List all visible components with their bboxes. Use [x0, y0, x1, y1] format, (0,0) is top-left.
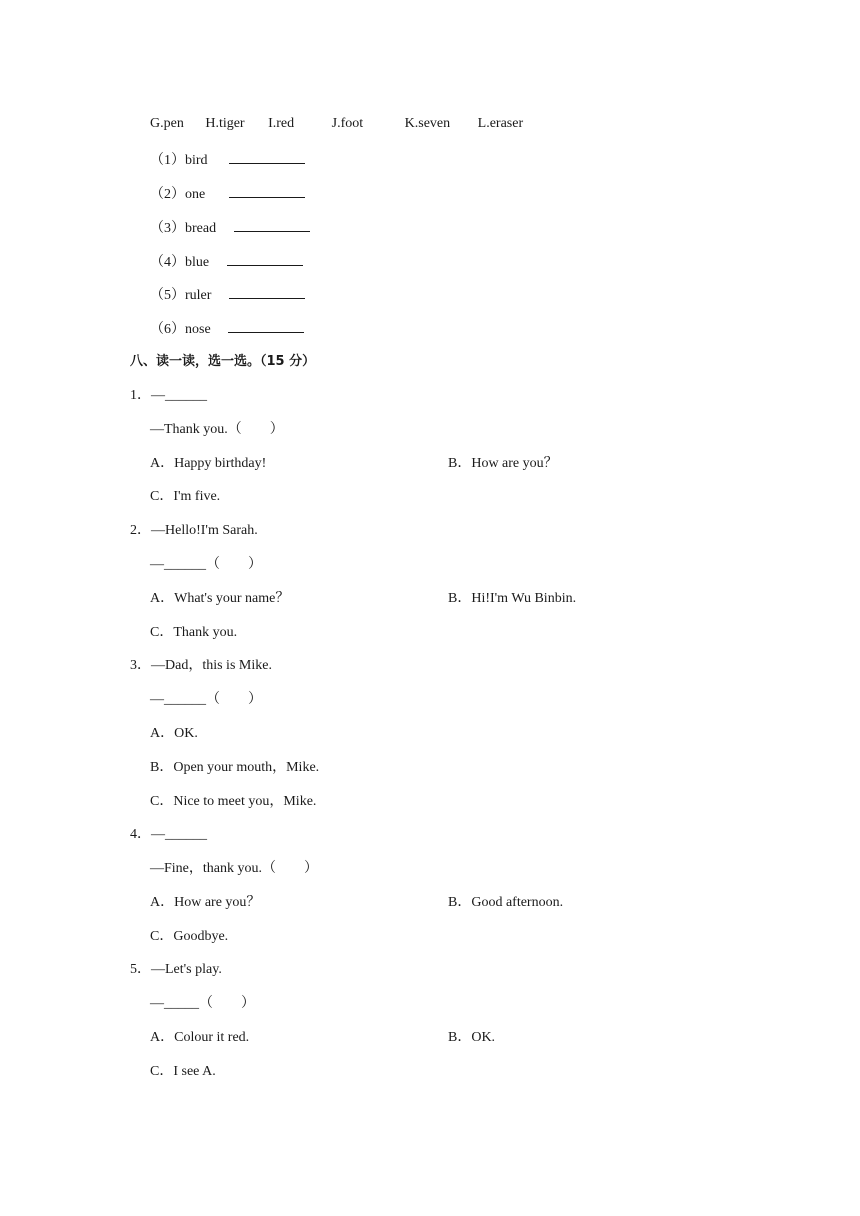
item-number: （3） [150, 221, 185, 236]
matching-item [150, 284, 305, 306]
item-word: blue [185, 255, 210, 270]
option-a[interactable]: A．How are you？ [150, 895, 261, 910]
word-option: J.foot [331, 116, 364, 131]
word-option: I.red [268, 116, 295, 131]
word-option: H.tiger [205, 116, 245, 131]
item-number: （5） [150, 288, 185, 303]
matching-item [150, 251, 303, 273]
item-number: （1） [150, 153, 185, 168]
matching-item [150, 318, 304, 340]
question-stem: 4．—______ [130, 827, 207, 842]
option-a[interactable]: A．OK. [150, 726, 198, 741]
option-c[interactable]: C．Goodbye. [150, 929, 229, 944]
item-number: （4） [150, 255, 185, 270]
option-a[interactable]: A．Happy birthday! [150, 456, 267, 471]
section-heading: 八、读一读，选一选。（15 分） [130, 354, 316, 369]
option-c[interactable]: C．I see A. [150, 1064, 216, 1079]
answer-blank[interactable] [229, 183, 305, 198]
option-c[interactable]: C．Nice to meet you，Mike. [150, 794, 317, 809]
matching-item [150, 217, 310, 239]
word-option: G.pen [150, 116, 184, 131]
option-b[interactable]: B．How are you？ [448, 456, 558, 471]
question-stem: 2．—Hello!I'm Sarah. [130, 523, 258, 538]
question-stem: 3．—Dad，this is Mike. [130, 658, 272, 673]
option-b[interactable]: B．Good afternoon. [448, 895, 564, 910]
option-a[interactable]: A．Colour it red. [150, 1030, 250, 1045]
matching-item [150, 183, 305, 205]
option-b[interactable]: B．Open your mouth，Mike. [150, 760, 320, 775]
answer-blank[interactable] [227, 251, 303, 266]
option-c[interactable]: C．I'm five. [150, 489, 221, 504]
option-b[interactable]: B．OK. [448, 1030, 496, 1045]
word-option: K.seven [404, 116, 451, 131]
item-number: （2） [150, 187, 185, 202]
word-option: L.eraser [477, 116, 524, 131]
item-word: one [185, 187, 206, 202]
item-word: bird [185, 153, 208, 168]
item-word: bread [185, 221, 217, 236]
answer-blank[interactable] [234, 217, 310, 232]
item-word: nose [185, 322, 211, 337]
question-response: —______（ ） [150, 557, 262, 572]
item-word: ruler [185, 288, 212, 303]
item-number: （6） [150, 322, 185, 337]
question-stem: 5．—Let's play. [130, 962, 222, 977]
answer-blank[interactable] [229, 149, 305, 164]
option-a[interactable]: A．What's your name？ [150, 591, 290, 606]
question-response: —Fine，thank you.（ ） [150, 861, 318, 876]
answer-blank[interactable] [229, 284, 305, 299]
option-c[interactable]: C．Thank you. [150, 625, 238, 640]
question-response: —_____（ ） [150, 996, 255, 1011]
question-response: —______（ ） [150, 692, 262, 707]
word-bank [150, 114, 523, 134]
answer-blank[interactable] [228, 318, 304, 333]
option-b[interactable]: B．Hi!I'm Wu Binbin. [448, 591, 577, 606]
question-response: —Thank you.（ ） [150, 422, 284, 437]
question-stem: 1．—______ [130, 388, 207, 403]
matching-item [150, 149, 305, 171]
